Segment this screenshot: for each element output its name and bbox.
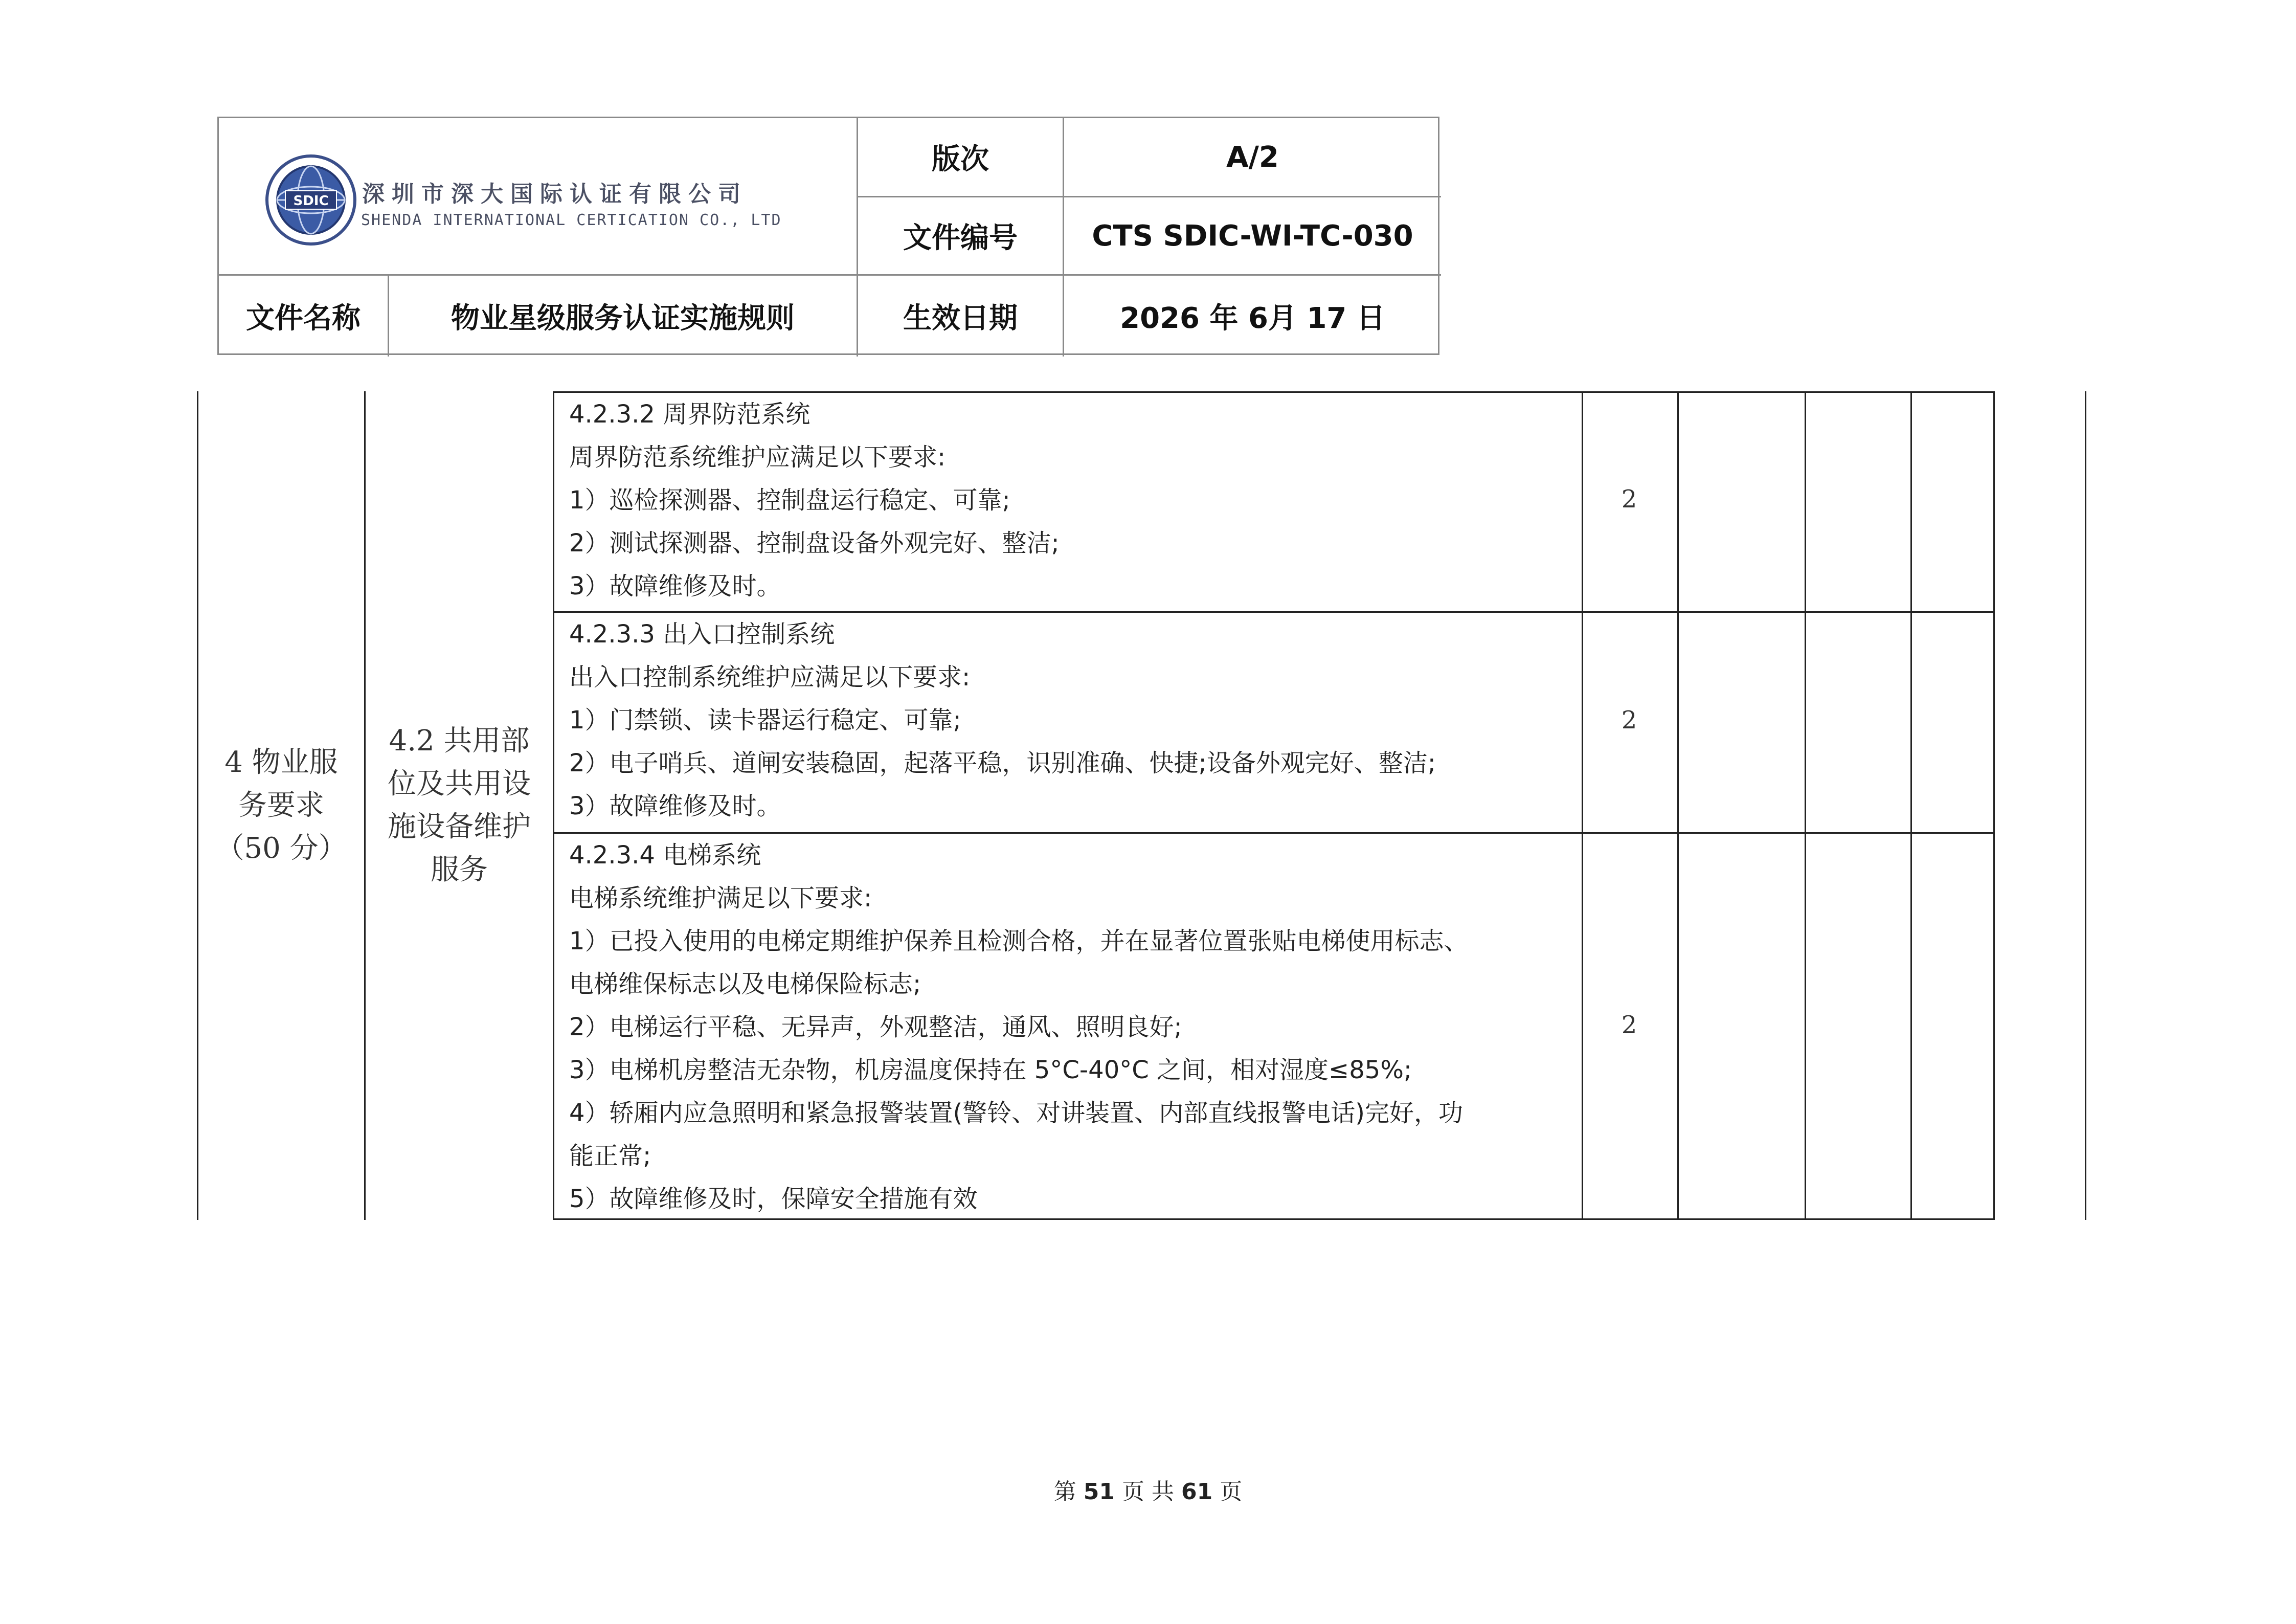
item-heading: 4.2.3.4 电梯系统 [569,841,761,870]
footer-prefix: 第 [1053,1479,1076,1505]
footer-suffix: 页 [1220,1479,1243,1505]
item-heading: 4.2.3.3 出入口控制系统 [569,620,835,649]
page-total: 61 [1181,1479,1213,1505]
doc-name-value: 物业星级服务认证实施规则 [451,302,795,335]
item-line: 电梯维保标志以及电梯保险标志; [569,970,921,998]
document-header [217,117,1439,355]
item-heading: 4.2.3.2 周界防范系统 [569,400,811,429]
category-line: 务要求 [238,789,324,822]
item-line: 1）门禁锁、读卡器运行稳定、可靠; [569,706,961,735]
item-line: 3）故障维修及时。 [569,792,781,820]
effective-date-value: 2026 年 6月 17 日 [1120,302,1385,335]
svg-text:SDIC: SDIC [293,193,329,209]
doc-name-label: 文件名称 [246,302,361,335]
item-line: 能正常; [569,1142,651,1170]
page-footer [0,1473,2296,1506]
doc-number-label: 文件编号 [903,221,1018,255]
requirement-item [569,393,1592,608]
subcategory-cell [366,720,553,892]
category-cell [198,741,364,870]
requirement-item [569,834,1592,1220]
table-rule [1677,391,1679,1220]
table-rule [553,391,554,1220]
item-line: 周界防范系统维护应满足以下要求: [569,443,946,472]
item-line: 5）故障维修及时，保障安全措施有效 [569,1185,978,1213]
footer-middle: 页 共 [1122,1479,1174,1505]
item-line: 2）测试探测器、控制盘设备外观完好、整洁; [569,529,1060,558]
subcategory-line: 4.2 共用部 [389,724,530,758]
item-line: 2）电子哨兵、道闸安装稳固，起落平稳，识别准确、快捷;设备外观完好、整洁; [569,749,1436,777]
item-line: 1）已投入使用的电梯定期维护保养且检测合格，并在显著位置张贴电梯使用标志、 [569,927,1469,955]
item-line: 2）电梯运行平稳、无异声，外观整洁，通风、照明良好; [569,1013,1182,1041]
company-logo [265,154,827,256]
category-line: （50 分） [215,832,347,865]
item-line: 4）轿厢内应急照明和紧急报警装置(警铃、对讲装置、内部直线报警电话)完好，功 [569,1099,1463,1127]
table-rule [1805,391,1806,1220]
requirement-item [569,613,1592,828]
doc-number-value: CTS SDIC-WI-TC-030 [1092,219,1413,253]
version-value: A/2 [1226,140,1279,174]
item-line: 1）巡检探测器、控制盘运行稳定、可靠; [569,486,1010,515]
item-line: 3）电梯机房整洁无杂物，机房温度保持在 5°C-40°C 之间，相对湿度≤85%; [569,1056,1412,1084]
sdic-seal-icon [265,154,357,246]
subcategory-line: 服务 [431,853,488,886]
category-line: 4 物业服 [224,746,338,779]
item-score: 2 [1621,1011,1637,1039]
effective-date-label: 生效日期 [903,302,1018,335]
item-score: 2 [1621,485,1637,514]
company-name-cn: 深圳市深大国际认证有限公司 [362,181,748,207]
company-name-en: SHENDA INTERNATIONAL CERTICATION CO., LTD [361,211,782,229]
subcategory-line: 位及共用设 [388,767,531,800]
item-score: 2 [1621,706,1637,735]
table-rule [2085,391,2086,1220]
subcategory-line: 施设备维护 [388,810,531,843]
table-rule [1910,391,1912,1220]
table-rule [1993,391,1995,1220]
item-line: 3）故障维修及时。 [569,572,781,600]
item-line: 出入口控制系统维护应满足以下要求: [569,663,971,692]
item-line: 电梯系统维护满足以下要求: [569,884,872,913]
page-number: 51 [1083,1479,1115,1505]
version-label: 版次 [932,143,989,176]
